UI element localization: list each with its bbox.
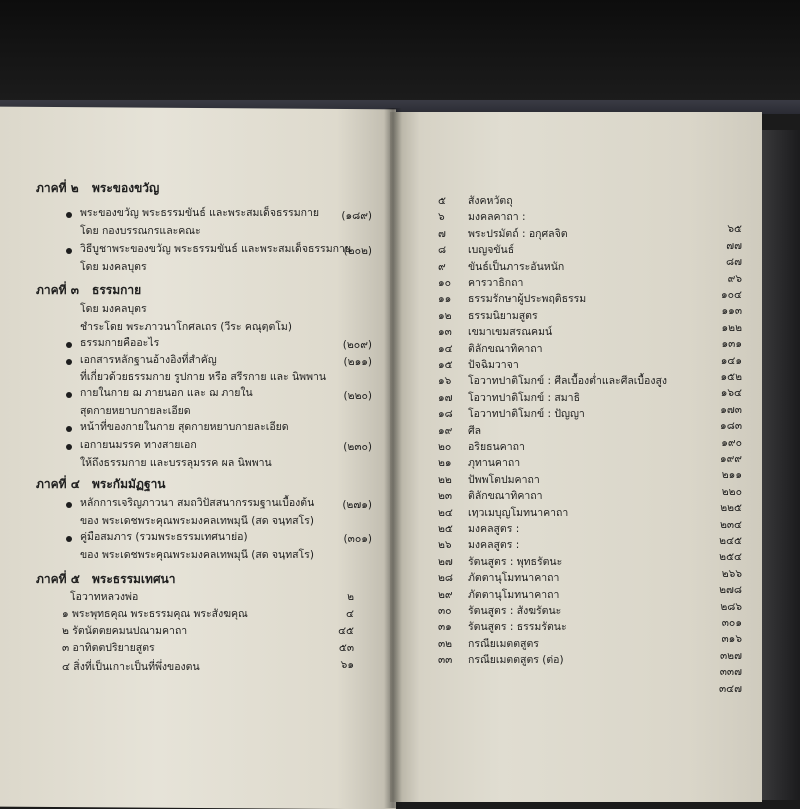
entry-number: ๒๔ bbox=[438, 507, 453, 519]
entry-page: ๒๒๐ bbox=[721, 486, 742, 498]
toc-page: ๔ bbox=[346, 608, 354, 620]
entry-title: เขมาเขมสรณคมน์ bbox=[468, 326, 553, 338]
toc-line: ๓ อาทิตตปริยายสูตร bbox=[62, 642, 155, 654]
entry-title: ติลักขณาทิคาถา bbox=[468, 490, 543, 502]
entry-page: ๑๒๒ bbox=[721, 322, 742, 334]
entry-page: ๓๒๗ bbox=[720, 650, 742, 662]
toc-line: สุดกายหยาบกายละเอียด bbox=[80, 405, 191, 417]
toc-line: ของ พระเดชพระคุณพระมงคลเทพมุนี (สด จนฺทสโร) bbox=[80, 515, 314, 527]
toc-line: โดย มงคลบุตร bbox=[80, 261, 147, 273]
entry-title: ธรรมรักษาผู้ประพฤติธรรม bbox=[468, 293, 587, 305]
toc-line: ๑ พระพุทธคุณ พระธรรมคุณ พระสังฆคุณ bbox=[62, 608, 248, 620]
part-title: พระของขวัญ bbox=[92, 181, 160, 195]
entry-page: ๑๑๓ bbox=[721, 305, 742, 317]
entry-title: กรณียเมตตสูตร bbox=[468, 638, 539, 650]
entry-title: รัตนสูตร : สังฆรัตนะ bbox=[468, 605, 562, 617]
entry-number: ๘ bbox=[438, 244, 447, 256]
entry-title: มงคลคาถา : bbox=[468, 211, 526, 223]
entry-page: ๓๓๗ bbox=[719, 666, 742, 678]
entry-title: โอวาทปาติโมกข์ : ปัญญา bbox=[468, 408, 585, 420]
entry-number: ๙ bbox=[438, 261, 446, 273]
entry-page: ๒๕๔ bbox=[719, 551, 742, 563]
entry-title: รัตนสูตร : พุทธรัตนะ bbox=[468, 556, 563, 568]
part-label: ภาคที่ ๒ bbox=[36, 181, 79, 195]
toc-line: ที่เกี่ยวด้วยธรรมกาย รูปกาย หรือ สรีรกาย และ นิพพาน bbox=[80, 371, 327, 383]
bullet-icon bbox=[66, 502, 72, 508]
toc-page: (๓๐๑) bbox=[343, 533, 372, 545]
part-title: ธรรมกาย bbox=[92, 283, 142, 297]
toc-page: (๒๓๐) bbox=[343, 441, 372, 453]
entry-number: ๒๑ bbox=[438, 457, 452, 469]
toc-line: คู่มือสมภาร (รวมพระธรรมเทศนาย่อ) bbox=[80, 531, 248, 543]
entry-page: ๒๑๑ bbox=[721, 469, 742, 481]
entry-title: อริยธนคาถา bbox=[468, 441, 525, 453]
entry-page: ๒๓๔ bbox=[719, 519, 742, 531]
entry-page: ๑๓๑ bbox=[721, 338, 742, 350]
entry-title: ปัพพโตปมคาถา bbox=[468, 474, 540, 486]
entry-title: รัตนสูตร : ธรรมรัตนะ bbox=[468, 621, 567, 633]
toc-line: ให้ถึงธรรมกาย และบรรลุมรรค ผล นิพพาน bbox=[80, 457, 272, 469]
toc-page: ๕๓ bbox=[338, 642, 354, 654]
toc-line: ๒ รัตนัตตยคมนปณามคาถา bbox=[62, 625, 188, 637]
part-label: ภาคที่ ๔ bbox=[36, 477, 80, 491]
entry-page: ๑๙๙ bbox=[719, 453, 742, 465]
entry-number: ๑๔ bbox=[438, 343, 453, 355]
toc-line: วิธีบูชาพระของขวัญ พระธรรมขันธ์ และพระสมเด็จธรรมกาย bbox=[80, 243, 352, 255]
toc-line: ชำระโดย พระภาวนาโกศลเถร (วีระ คณุตฺตโม) bbox=[80, 321, 292, 333]
entry-number: ๓๑ bbox=[438, 621, 452, 633]
toc-page: (๑๘๙) bbox=[341, 210, 372, 222]
entry-number: ๒๖ bbox=[438, 539, 452, 551]
toc-line: เอกสารหลักฐานอ้างอิงที่สำคัญ bbox=[80, 354, 217, 366]
entry-title: สังคหวัตถุ bbox=[468, 195, 513, 207]
entry-title: เบญจขันธ์ bbox=[468, 244, 515, 256]
entry-page: ๒๘๖ bbox=[720, 601, 742, 613]
bullet-icon bbox=[66, 212, 72, 218]
entry-page: ๒๗๘ bbox=[719, 584, 742, 596]
entry-title: ปัจฉิมวาจา bbox=[468, 359, 519, 371]
book-right-edge bbox=[760, 130, 800, 800]
entry-number: ๒๒ bbox=[438, 474, 452, 486]
toc-line: โดย มงคลบุตร bbox=[80, 303, 147, 315]
entry-page: ๙๖ bbox=[727, 273, 742, 285]
part-label: ภาคที่ ๓ bbox=[36, 283, 79, 297]
entry-page: ๖๕ bbox=[727, 223, 742, 235]
part-label: ภาคที่ ๕ bbox=[36, 572, 80, 586]
entry-page: ๑๘๓ bbox=[720, 420, 742, 432]
entry-number: ๑๕ bbox=[438, 359, 453, 371]
entry-number: ๒๐ bbox=[438, 441, 452, 453]
entry-page: ๑๙๐ bbox=[721, 437, 742, 449]
entry-number: ๑๗ bbox=[438, 392, 453, 404]
entry-title: โอวาทปาติโมกข์ : สมาธิ bbox=[468, 392, 580, 404]
entry-title: คารวาธิกถา bbox=[468, 277, 524, 289]
toc-page: (๒๐๙) bbox=[342, 339, 372, 351]
entry-page: ๑๗๓ bbox=[720, 404, 742, 416]
bullet-icon bbox=[66, 444, 72, 450]
toc-line: กายในกาย ฌ ภายนอก และ ฌ ภายใน bbox=[80, 387, 253, 399]
toc-line: โดย กองบรรณกรและคณะ bbox=[80, 225, 201, 237]
entry-page: ๓๐๑ bbox=[721, 617, 742, 629]
entry-page: ๑๕๒ bbox=[720, 371, 742, 383]
entry-title: ภัตตานุโมทนาคาถา bbox=[468, 589, 560, 601]
entry-number: ๓๒ bbox=[438, 638, 453, 650]
toc-page: (๒๒๐) bbox=[343, 390, 372, 402]
entry-number: ๒๓ bbox=[438, 490, 453, 502]
entry-page: ๓๑๖ bbox=[721, 633, 742, 645]
entry-title: มงคลสูตร : bbox=[468, 539, 520, 551]
toc-page: (๒๐๒) bbox=[343, 245, 372, 257]
entry-title: มงคลสูตร : bbox=[468, 523, 520, 535]
entry-number: ๑๖ bbox=[438, 375, 452, 387]
entry-page: ๒๖๖ bbox=[721, 568, 742, 580]
background-top bbox=[0, 0, 800, 110]
bullet-icon bbox=[66, 342, 72, 348]
entry-page: ๓๔๗ bbox=[718, 683, 742, 695]
toc-page: ๒ bbox=[347, 591, 354, 603]
entry-number: ๒๕ bbox=[438, 523, 453, 535]
toc-line: โอวาทหลวงพ่อ bbox=[70, 591, 139, 603]
entry-number: ๑๐ bbox=[438, 277, 452, 289]
toc-line: ของ พระเดชพระคุณพระมงคลเทพมุนี (สด จนฺทสโร) bbox=[80, 549, 314, 561]
entry-page: ๘๗ bbox=[726, 256, 742, 268]
entry-number: ๖ bbox=[438, 211, 445, 223]
part-title: พระธรรมเทศนา bbox=[92, 572, 176, 586]
entry-number: ๑๘ bbox=[438, 408, 453, 420]
bullet-icon bbox=[66, 536, 72, 542]
entry-page: ๑๐๔ bbox=[720, 289, 742, 301]
bullet-icon bbox=[66, 359, 72, 365]
toc-page: ๔๕ bbox=[338, 625, 354, 637]
entry-page: ๑๖๔ bbox=[720, 387, 742, 399]
entry-number: ๑๒ bbox=[438, 310, 452, 322]
entry-title: โอวาทปาติโมกข์ : ศีลเบื้องต่ำและศีลเบื้องสูง bbox=[468, 375, 668, 387]
entry-number: ๑๓ bbox=[438, 326, 452, 338]
entry-title: เทฺวเมบุญโมทนาคาถา bbox=[468, 507, 569, 519]
toc-page: (๒๑๑) bbox=[343, 356, 372, 368]
bullet-icon bbox=[66, 248, 72, 254]
entry-number: ๑๑ bbox=[438, 293, 452, 305]
entry-number: ๓๓ bbox=[438, 654, 453, 666]
toc-line: ๔ สิ่งที่เป็นเกาะเป็นที่พึ่งของตน bbox=[62, 661, 200, 673]
toc-page: (๒๗๑) bbox=[342, 499, 372, 511]
entry-title: ศีล bbox=[468, 425, 482, 437]
entry-number: ๒๗ bbox=[438, 556, 453, 568]
toc-page: ๖๑ bbox=[340, 659, 354, 671]
entry-page: ๗๗ bbox=[726, 240, 742, 252]
entry-title: ธรรมนิยามสูตร bbox=[468, 310, 538, 322]
entry-title: ขันธ์เป็นภาระอันหนัก bbox=[468, 261, 565, 273]
entry-title: พระปรมัตถ์ : อกุศลจิต bbox=[468, 228, 568, 240]
entry-title: ภุทานคาถา bbox=[468, 457, 521, 469]
entry-number: ๒๙ bbox=[438, 589, 453, 601]
entry-title: ติลักขณาทิคาถา bbox=[468, 343, 543, 355]
entry-page: ๒๒๕ bbox=[720, 502, 742, 514]
entry-number: ๕ bbox=[438, 195, 446, 207]
toc-line: หลักการเจริญภาวนา สมถวิปัสสนากรรมฐานเบื้องต้น bbox=[80, 497, 315, 509]
bullet-icon bbox=[66, 392, 72, 398]
toc-line: เอกายนมรรค ทางสายเอก bbox=[80, 439, 197, 451]
part-title: พระกัมมัฏฐาน bbox=[92, 477, 166, 491]
toc-line: ธรรมกายคืออะไร bbox=[80, 337, 160, 349]
entry-number: ๑๙ bbox=[438, 425, 453, 437]
entry-page: ๒๔๕ bbox=[719, 535, 742, 547]
entry-title: ภัตตานุโมทนาคาถา bbox=[468, 572, 560, 584]
entry-number: ๓๐ bbox=[438, 605, 452, 617]
entry-title: กรณียเมตตสูตร (ต่อ) bbox=[468, 654, 564, 666]
bullet-icon bbox=[66, 426, 72, 432]
book-gutter bbox=[384, 108, 402, 808]
entry-number: ๒๘ bbox=[438, 572, 454, 584]
entry-page: ๑๔๑ bbox=[720, 355, 742, 367]
toc-line: พระของขวัญ พระธรรมขันธ์ และพระสมเด็จธรรมกาย bbox=[80, 207, 320, 219]
toc-line: หน้าที่ของกายในกาย สุดกายหยาบกายละเอียด bbox=[80, 421, 289, 433]
entry-number: ๗ bbox=[438, 228, 446, 240]
